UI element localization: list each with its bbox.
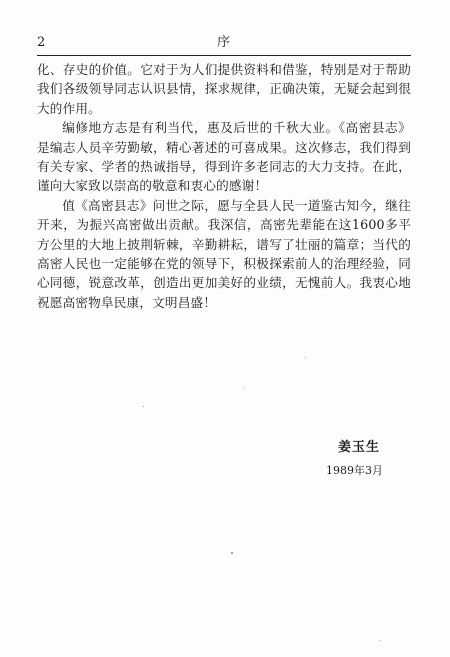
scan-speck — [231, 552, 233, 554]
paragraph: 编修地方志是有利当代，惠及后世的千秋大业。《高密县志》是编志人员辛劳勤敏，精心著述的可喜成果。这次修志，我们得到有关专家、学者的热诚指导，得到许多老同志的大力支持。在此，谨向大家致以崇高的敬意和衷心的感谢！ — [37, 120, 411, 194]
paragraph-continued: 化、存史的价值。它对于为人们提供资料和借鉴，特别是对于帮助我们各级领导同志认识县情，探求规律，正确决策，无疑会起到很大的作用。 — [37, 62, 411, 116]
running-head: 序 — [217, 35, 231, 50]
body-text — [37, 60, 411, 312]
header-rule — [37, 55, 411, 56]
scan-speck — [305, 357, 306, 358]
paragraph: 值《高密县志》问世之际，愿与全县人民一道鉴古知今，继往开来，为振兴高密做出贡献。我深信，高密先辈能在这1600多平方公里的大地上披荆斩棘，辛勤耕耘，谱写了壮丽的篇章；当代的高密人民也一定能够在党的领导下，积极探索前人的治理经验，同心同德，锐意改革，创造出更加美好的业绩，无愧前人。我衷心地祝愿高密物阜民康，文明昌盛！ — [37, 197, 411, 310]
page-header — [37, 34, 411, 54]
scan-speck — [244, 388, 245, 389]
scan-speck — [380, 640, 381, 641]
page-number: 2 — [37, 35, 46, 50]
author-signature: 姜玉生 — [338, 440, 381, 455]
scan-speck — [143, 406, 144, 407]
signature-date: 1989年3月 — [326, 464, 383, 477]
